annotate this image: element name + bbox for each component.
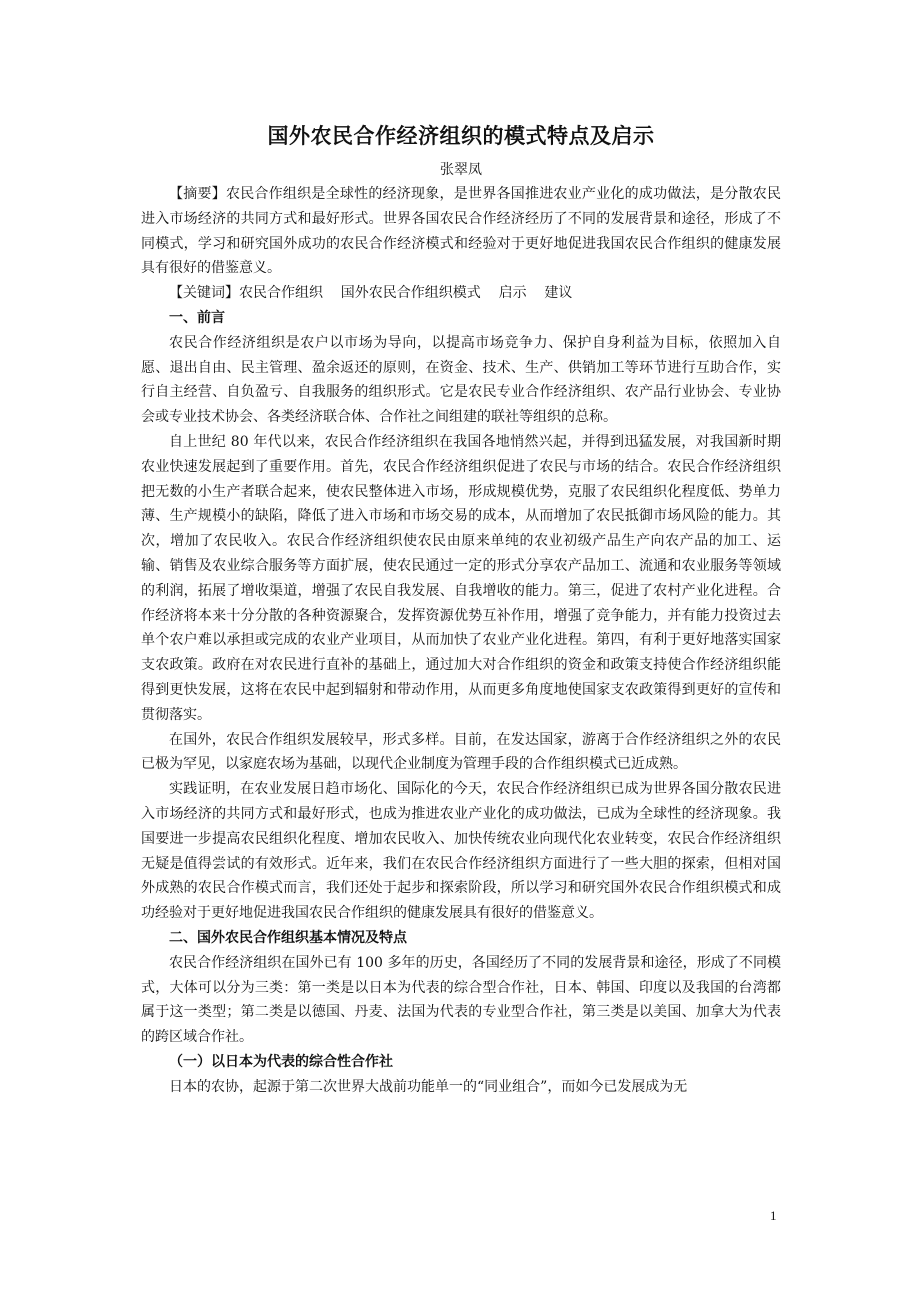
author-name: 张翠凤: [440, 162, 482, 178]
body-paragraph: 在国外，农民合作组织发展较早，形式多样。目前，在发达国家，游离于合作经济组织之外的农民已极为罕见，以家庭农场为基础，以现代企业制度为管理手段的合作组织模式已近成熟。: [141, 731, 781, 773]
section-heading-overview: 二、国外农民合作组织基本情况及特点: [169, 929, 407, 946]
keywords-text: 农民合作组织 国外农民合作组织模式 启示 建议: [239, 285, 573, 302]
body-paragraph: 农民合作经济组织是农户以市场为导向，以提高市场竞争力、保护自身利益为目标，依照加入自愿、退出自由、民主管理、盈余返还的原则，在资金、技术、生产、供销加工等环节进行互助合作，实行自主经营、自负盈亏、自我服务的组织形式。它是农民专业合作经济组织、农产品行业协会、专业协会或专业技术协会、各类经济联合体、合作社之间组建的联社等组织的总称。: [141, 334, 781, 426]
document-title: 国外农民合作经济组织的模式特点及启示: [267, 124, 655, 148]
abstract: [141, 182, 781, 281]
keywords-label: 【关键词】: [169, 285, 239, 302]
subsection-heading-japan: （一）以日本为代表的综合性合作社: [169, 1053, 393, 1070]
body-paragraph: 农民合作经济组织在国外已有 100 多年的历史，各国经历了不同的发展背景和途径，形成了不同模式，大体可以分为三类：第一类是以日本为代表的综合型合作社，日本、韩国、印度以及我国的台湾都属于这一类型；第二类是以德国、丹麦、法国为代表的专业型合作社，第三类是以美国、加拿大为代表的跨区域合作社。: [141, 954, 781, 1046]
abstract-text: 农民合作组织是全球性的经济现象，是世界各国推进农业产业化的成功做法，是分散农民进入市场经济的共同方式和最好形式。世界各国农民合作经济经历了不同的发展背景和途径，形成了不同模式，学习和研究国外成功的农民合作经济模式和经验对于更好地促进我国农民合作组织的健康发展具有很好的借鉴意义。: [141, 186, 781, 277]
body-paragraph: 实践证明，在农业发展日趋市场化、国际化的今天，农民合作经济组织已成为世界各国分散农民进入市场经济的共同方式和最好形式，也成为推进农业产业化的成功做法，已成为全球性的经济现象。我国要进一步提高农民组织化程度、增加农民收入、加快传统农业向现代化农业转变，农民合作经济组织无疑是值得尝试的有效形式。近年来，我们在农民合作经济组织方面进行了一些大胆的探索，但相对国外成熟的农民合作模式而言，我们还处于起步和探索阶段，所以学习和研究国外农民合作组织模式和成功经验对于更好地促进我国农民合作组织的健康发展具有很好的借鉴意义。: [141, 781, 781, 922]
keywords: [141, 281, 781, 306]
page-number: 1: [770, 1208, 777, 1223]
document-body: [141, 118, 781, 1099]
body-paragraph: 自上世纪 80 年代以来，农民合作经济组织在我国各地悄然兴起，并得到迅猛发展，对我国新时期农业快速发展起到了重要作用。首先，农民合作经济组织促进了农民与市场的结合。农民合作经济组织把无数的小生产者联合起来，使农民整体进入市场，形成规模优势，克服了农民组织化程度低、势单力薄、生产规模小的缺陷，降低了进入市场和市场交易的成本，从而增加了农民抵御市场风险的能力。其次，增加了农民收入。农民合作经济组织使农民由原来单纯的农业初级产品生产向农产品的加工、运输、销售及农业综合服务等方面扩展，使农民通过一定的形式分享农产品加工、流通和农业服务等领域的利润，拓展了增收渠道，增强了农民自我发展、自我增收的能力。第三，促进了农村产业化进程。合作经济将本来十分分散的各种资源聚合，发挥资源优势互补作用，增强了竞争能力，并有能力投资过去单个农户难以承担或完成的农业产业项目，从而加快了农业产业化进程。第四，有利于更好地落实国家支农政策。政府在对农民进行直补的基础上，通过加大对合作组织的资金和政策支持使合作经济组织能得到更快发展，这将在农民中起到辐射和带动作用，从而更多角度地使国家支农政策得到更好的宣传和贯彻落实。: [141, 433, 781, 723]
section-heading-intro: 一、前言: [169, 309, 225, 326]
body-paragraph: 日本的农协，起源于第二次世界大战前功能单一的“同业组合”，而如今已发展成为无: [169, 1078, 688, 1095]
abstract-label: 【摘要】: [169, 186, 226, 202]
